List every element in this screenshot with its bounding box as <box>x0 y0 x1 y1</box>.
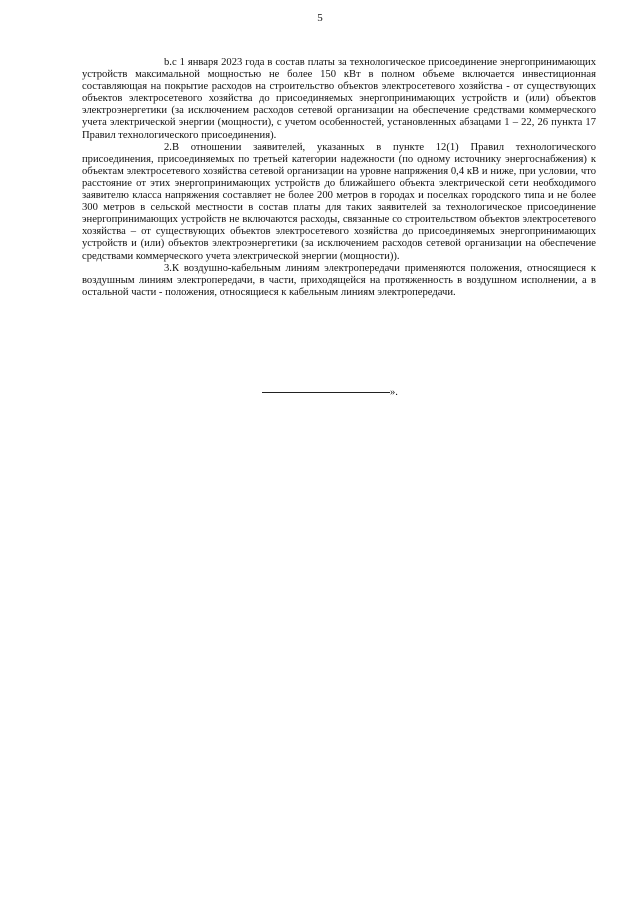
paragraph-2 <box>82 142 596 263</box>
closing-line <box>262 387 398 399</box>
closing-mark: ». <box>390 387 398 398</box>
document-body <box>82 57 596 299</box>
paragraph-number: 3. <box>164 262 172 274</box>
paragraph-3 <box>82 263 596 299</box>
paragraph-text: К воздушно-кабельным линиям электропередачи применяются положения, относящиеся к воздушным линиям электропередачи, в части, приходящейся на протяженность в воздушном исполнении, а в остальной части - положения, относящиеся к кабельным линиям электропередачи. <box>82 262 596 298</box>
page-number: 5 <box>317 12 323 24</box>
paragraph-b <box>82 57 596 142</box>
paragraph-text: с 1 января 2023 года в состав платы за технологическое присоединение энергопринимающих устройств максимальной мощностью не более 150 кВт в полном объеме включается инвестиционная составляющая на покрытие расходов на строительство объектов электросетевого хозяйства - от существующих объектов электросетевого хозяйства до присоединяемых энергопринимающих устройств и (или) объектов электроэнергетики (за исключением расходов сетевой организации на обеспечение средствами коммерческого учета электрической энергии (мощности), с учетом особенностей, установленных абзацами 1 – 22, 26 пункта 17 Правил технологического присоединения). <box>82 57 596 141</box>
paragraph-number: b. <box>164 57 172 68</box>
paragraph-text: В отношении заявителей, указанных в пункте 12(1) Правил технологического присоединения, присоединяемых по третьей категории надежности (по одному источнику энергоснабжения) к объектам электросетевого хозяйства сетевой организации на уровне напряжения 0,4 кВ и ниже, при условии, что расстояние от этих энергопринимающих устройств до ближайшего объекта электрической сети необходимого заявителю класса напряжения составляет не более 200 метров в городах и поселках городского типа и не более 300 метров в сельской местности в состав платы для таких заявителей за технологическое присоединение энергопринимающих устройств не включаются расходы, связанные со строительством объектов электросетевого хозяйства – от существующих объектов электросетевого хозяйства до присоединяемых энергопринимающих устройств и (или) объектов электроэнергетики (за исключением расходов сетевой организации на обеспечение средствами коммерческого учета электрической энергии (мощности)). <box>82 141 596 262</box>
paragraph-number: 2. <box>164 141 172 153</box>
closing-rule <box>262 392 390 393</box>
